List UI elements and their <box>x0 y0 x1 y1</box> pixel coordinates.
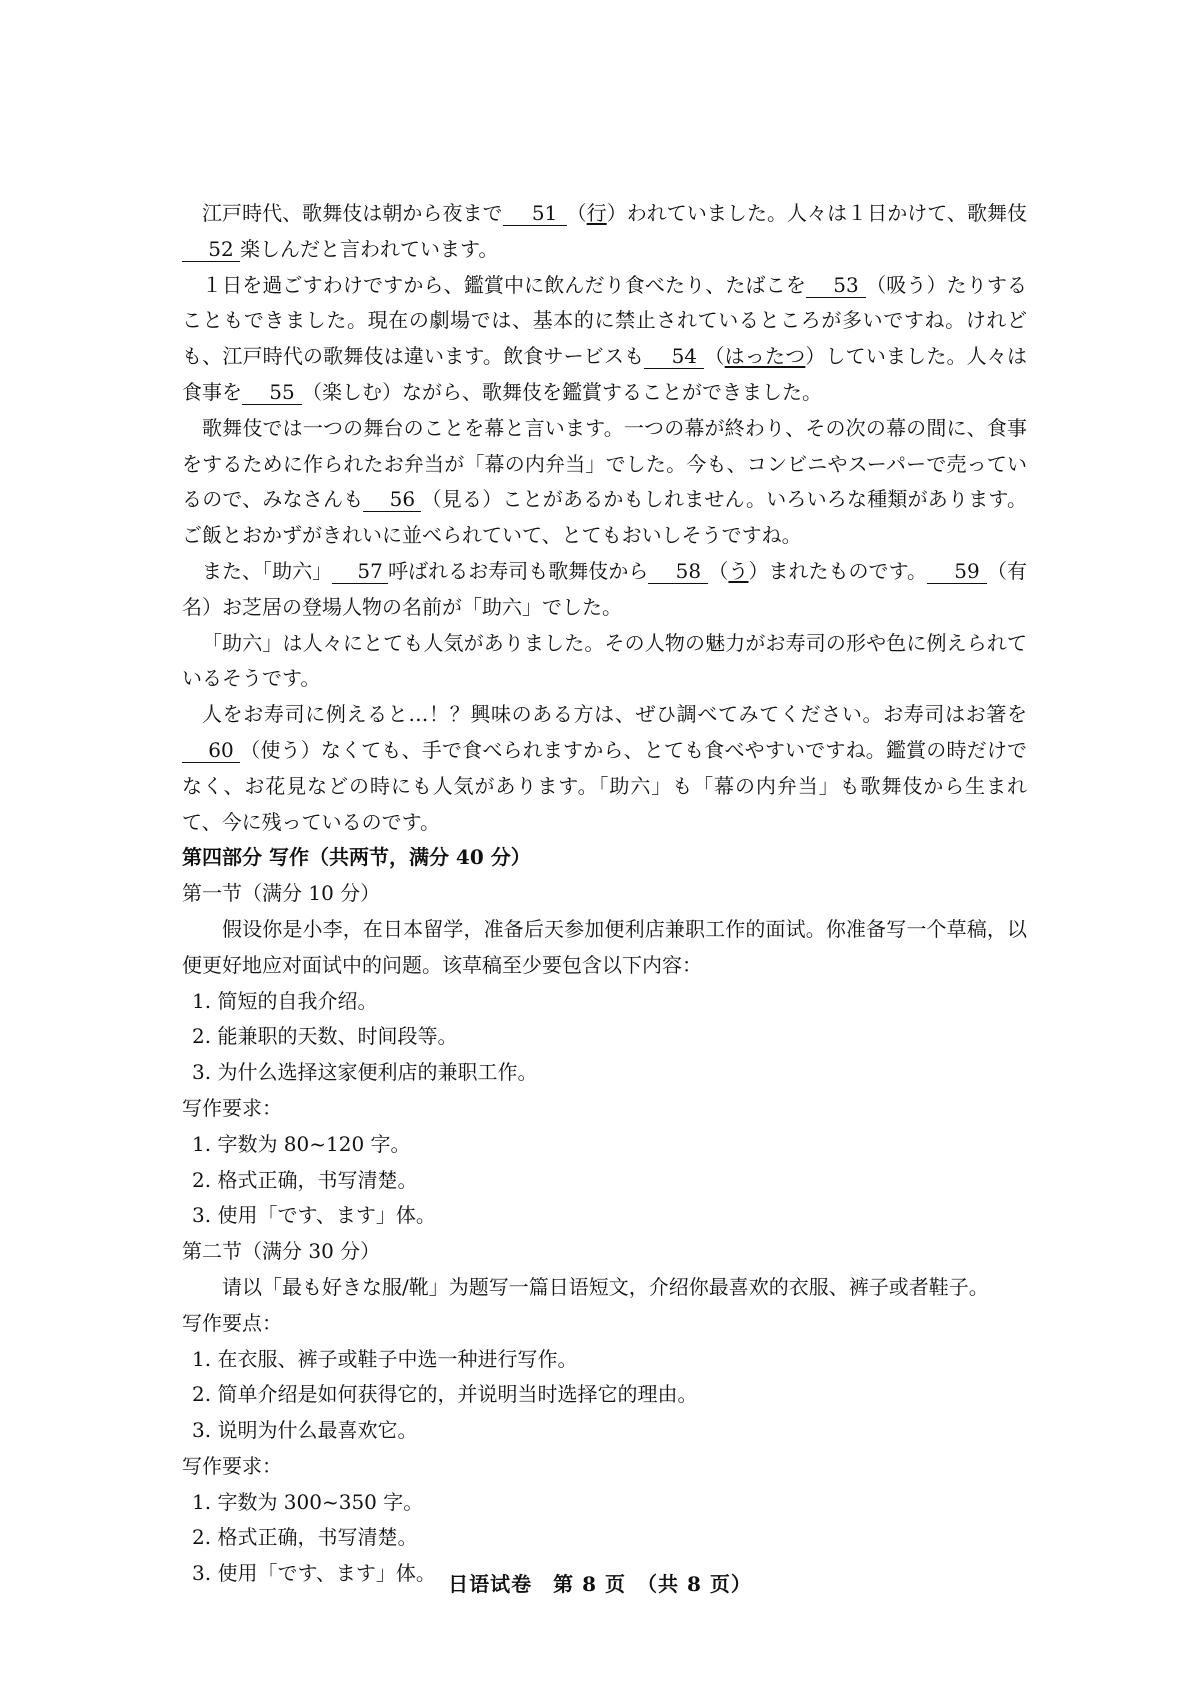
section-2-requirement: 1. 字数为 300~350 字。 <box>192 1489 424 1514</box>
passage-paragraph-5: 「助六」は人々にとても人気がありました。その人物の魅力がお寿司の形や色に例えられているそうです。 <box>182 630 1027 691</box>
section-2-point: 2. 简单介绍是如何获得它的，并说明当时选择它的理由。 <box>192 1382 698 1407</box>
blank-53[interactable]: 53 <box>806 273 866 298</box>
section-2-requirement: 2. 格式正确，书写清楚。 <box>192 1525 418 1550</box>
passage-paragraph-1: 江戸時代、歌舞伎は朝から夜まで 51 （行）われていました。人々は１日かけて、歌舞伎52 楽しんだと言われています。 <box>182 196 1027 268</box>
section-1-item: 3. 为什么选择这家便利店的兼职工作。 <box>192 1060 538 1085</box>
blank-57[interactable]: 57 <box>332 559 388 584</box>
page-content <box>182 196 1027 1592</box>
section-1-requirement: 3. 使用「です、ます」体。 <box>192 1203 436 1228</box>
section-2-point: 3. 说明为什么最喜欢它。 <box>192 1418 418 1443</box>
section-2-points-title: 写作要点： <box>182 1310 282 1335</box>
section-1-title: 第一节（满分 10 分） <box>182 881 381 906</box>
blank-59[interactable]: 59 <box>927 559 987 584</box>
blank-55[interactable]: 55 <box>242 380 302 405</box>
blank-56[interactable]: 56 <box>363 487 421 512</box>
section-1-item: 2. 能兼职的天数、时间段等。 <box>192 1024 458 1049</box>
passage-paragraph-2: １日を過ごすわけですから、鑑賞中に飲んだり食べたり、たばこを 53 （吸う）たりすることもできました。現在の劇場では、基本的に禁止されているところが多いですね。けれども、江戸時代の歌舞伎は違います。飲食サービスも 54 （はったつ）していました。人々は食事を 55 （楽しむ）ながら、歌舞伎を鑑賞することができました。 <box>182 272 1028 404</box>
section-2-prompt: 请以「最も好きな服/靴」为题写一篇日语短文，介绍你最喜欢的衣服、裤子或者鞋子。 <box>222 1274 989 1299</box>
section-1-requirements-title: 写作要求： <box>182 1095 282 1120</box>
blank-51[interactable]: 51 <box>503 201 567 226</box>
blank-52[interactable]: 52 <box>182 237 240 262</box>
section-1-requirement: 1. 字数为 80~120 字。 <box>192 1131 411 1156</box>
blank-60[interactable]: 60 <box>182 738 240 763</box>
section-2-requirements-title: 写作要求： <box>182 1453 282 1478</box>
section-2-requirement: 3. 使用「です、ます」体。 <box>192 1561 436 1586</box>
passage-paragraph-4: また、「助六」 57 呼ばれるお寿司も歌舞伎から 58 （う）まれたものです。 59 （有名）お芝居の登場人物の名前が「助六」でした。 <box>182 558 1028 619</box>
writing-part-heading: 第四部分 写作（共两节，满分 40 分） <box>182 845 531 870</box>
section-2-title: 第二节（满分 30 分） <box>182 1239 381 1264</box>
blank-54[interactable]: 54 <box>644 344 704 369</box>
passage-paragraph-6: 人をお寿司に例えると…！？興味のある方は、ぜひ調べてみてください。お寿司はお箸を60 （使う）なくても、手で食べられますから、とても食べやすいですね。鑑賞の時だけでなく、お花見などの時にも人気があります。「助六」も「幕の内弁当」も歌舞伎から生まれて、今に残っているのです。 <box>182 702 1027 834</box>
section-2-point: 1. 在衣服、裤子或鞋子中选一种进行写作。 <box>192 1346 578 1371</box>
section-1-item: 1. 简短的自我介绍。 <box>192 988 378 1013</box>
passage-paragraph-3: 歌舞伎では一つの舞台のことを幕と言います。一つの幕が終わり、その次の幕の間に、食事をするために作られたお弁当が「幕の内弁当」でした。今も、コンビニやスーパーで売っているので、みなさんも 56 （見る）ことがあるかもしれません。いろいろな種類があります。ご飯とおかずがきれいに並べられていて、とてもおいしそうですね。 <box>182 415 1027 548</box>
blank-58[interactable]: 58 <box>648 559 708 584</box>
section-1-requirement: 2. 格式正确，书写清楚。 <box>192 1167 418 1192</box>
section-1-prompt: 假设你是小李，在日本留学，准备后天参加便利店兼职工作的面试。你准备写一个草稿，以便更好地应对面试中的问题。该草稿至少要包含以下内容： <box>182 916 1027 977</box>
page-footer: 日语试卷 第 8 页 （共 8 页） <box>448 1572 752 1596</box>
